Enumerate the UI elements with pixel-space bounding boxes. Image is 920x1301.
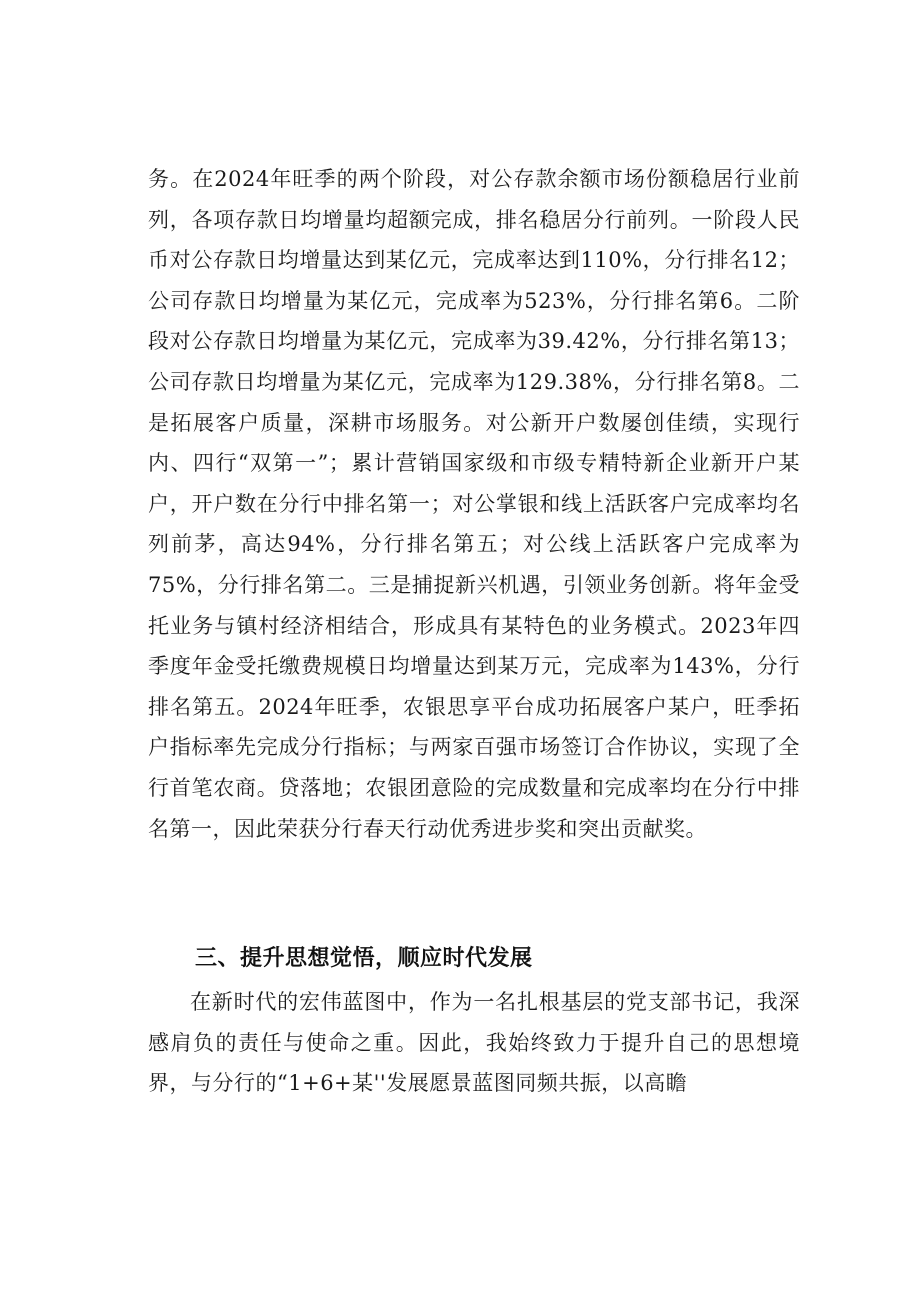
body-paragraph-achievements: 务。在2024年旺季的两个阶段，对公存款余额市场份额稳居行业前列，各项存款日均增量均超额完成，排名稳居分行前列。一阶段人民币对公存款日均增量达到某亿元，完成率达到110%，分行排名12；公司存款日均增量为某亿元，完成率为523%，分行排名第6。二阶段对公存款日均增量为某亿元，完成率为39.42%，分行排名第13；公司存款日均增量为某亿元，完成率为129.38%，分行排名第8。二是拓展客户质量，深耕市场服务。对公新开户数屡创佳绩，实现行内、四行“双第一”；累计营销国家级和市级专精特新企业新开户某户，开户数在分行中排名第一；对公掌银和线上活跃客户完成率均名列前茅，高达94%，分行排名第五；对公线上活跃客户完成率为75%，分行排名第二。三是捕捉新兴机遇，引领业务创新。将年金受托业务与镇村经济相结合，形成具有某特色的业务模式。2023年四季度年金受托缴费规模日均增量达到某万元，完成率为143%，分行排名第五。2024年旺季，农银思享平台成功拓展客户某户，旺季拓户指标率先完成分行指标；与两家百强市场签订合作协议，实现了全行首笔农商。贷落地；农银团意险的完成数量和完成率均在分行中排名第一，因此荣获分行春天行动优秀进步奖和突出贡献奖。	[148, 167, 800, 841]
body-paragraph-ideology: 在新时代的宏伟蓝图中，作为一名扎根基层的党支部书记，我深感肩负的责任与使命之重。因此，我始终致力于提升自己的思想境界，与分行的“1+6+某''发展愿景蓝图同频共振，以高瞻	[148, 990, 800, 1096]
section-heading-3: 三、提升思想觉悟，顺应时代发展	[195, 946, 533, 971]
